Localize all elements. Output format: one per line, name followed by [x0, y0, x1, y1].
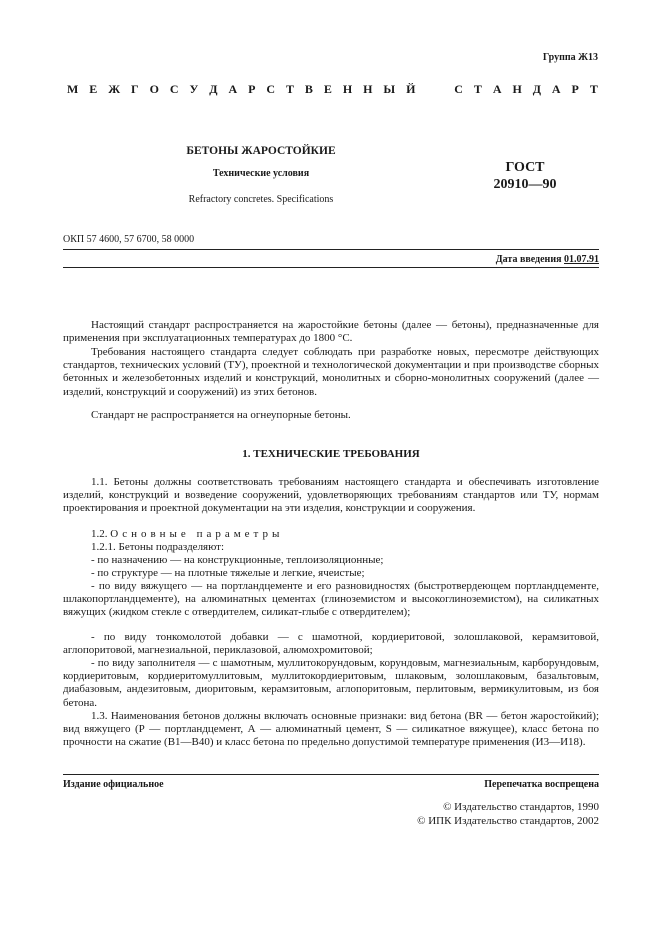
- standard-title-letter: Т: [589, 82, 598, 96]
- intro-paragraph-1: Настоящий стандарт распространяется на жаростойкие бетоны (далее — бетоны), предназначенные для применения при эксплуатационных температурах до 1800 °С.: [63, 319, 599, 345]
- standard-title-letter: Ы: [383, 82, 396, 96]
- okp-codes: ОКП 57 4600, 57 6700, 58 0000: [63, 234, 195, 245]
- gost-label: ГОСТ: [505, 160, 545, 175]
- divider: [63, 774, 599, 775]
- divider: [63, 267, 599, 268]
- standard-title-letter: О: [149, 82, 159, 96]
- word-gap: [426, 82, 429, 97]
- standard-title-letter: Н: [512, 82, 522, 96]
- copyright-line: © ИПК Издательство стандартов, 2002: [417, 815, 599, 827]
- intro-paragraph-2: Требования настоящего стандарта следует соблюдать при разработке новых, пересмотре действующих стандартов, технических условий (ТУ), проектной и технологической документации и при производстве сборных бетонных и железобетонных изделий и конструкций, монолитных и сборно-монолитных сооружений (далее — изделий, конструкций и сооружений) из этих бетонов.: [63, 346, 599, 398]
- standard-title-letter: С: [169, 82, 179, 96]
- introduction-date: [496, 254, 599, 265]
- standard-title-letter: Е: [89, 82, 98, 96]
- clause-1-2: [63, 528, 599, 541]
- standard-title-letter: Й: [406, 82, 416, 96]
- introduction-date-label: Дата введения: [495, 254, 562, 265]
- copyright-line: © Издательство стандартов, 1990: [443, 801, 599, 813]
- standard-title-letter: М: [67, 82, 79, 96]
- reprint-prohibited-note: Перепечатка воспрещена: [484, 779, 599, 790]
- document-title: БЕТОНЫ ЖАРОСТОЙКИЕ: [186, 145, 336, 157]
- clause-1-2-title: Основные параметры: [110, 528, 284, 540]
- standard-title-letter: Н: [363, 82, 373, 96]
- classification-item: - по виду вяжущего — на портландцементе и его разновидностях (быстротвердеющем портландцементе, шлакопортландцементе), на алюминатных цементах (глиноземистом и высокоглиноземистом), на силикатных вяжущих (жидком стекле с отвердителем, силикат-глыбе с отвердителем);: [63, 580, 599, 619]
- standard-title-letter: Н: [342, 82, 353, 96]
- standard-title-letter: Е: [323, 82, 332, 96]
- standard-type-heading: [67, 82, 598, 97]
- gost-designation: [480, 159, 570, 193]
- english-title: Refractory concretes. Specifications: [188, 194, 334, 205]
- gost-number: 20910—90: [493, 177, 557, 192]
- introduction-date-value: 01.07.91: [564, 254, 599, 265]
- standard-title-letter: Г: [131, 82, 139, 96]
- divider: [63, 249, 599, 250]
- standard-title-letter: В: [304, 82, 313, 96]
- clause-1-2-number: 1.2.: [91, 528, 108, 540]
- standard-title-letter: У: [189, 82, 199, 96]
- standard-title-letter: А: [551, 82, 561, 96]
- standard-title-letter: Д: [532, 82, 541, 96]
- standard-title-letter: А: [492, 82, 502, 96]
- clause-1-2-1: 1.2.1. Бетоны подразделяют:: [91, 541, 225, 553]
- standard-title-letter: А: [228, 82, 238, 96]
- standard-title-letter: С: [266, 82, 276, 96]
- standard-title-letter: Ж: [108, 82, 121, 96]
- classification-item: - по структуре — на плотные тяжелые и легкие, ячеистые;: [91, 567, 365, 579]
- group-code: Группа Ж13: [542, 52, 598, 63]
- standard-title-letter: Т: [285, 82, 294, 96]
- standard-title-letter: Р: [248, 82, 256, 96]
- section-heading: 1. ТЕХНИЧЕСКИЕ ТРЕБОВАНИЯ: [242, 448, 420, 460]
- clause-1-3: 1.3. Наименования бетонов должны включать основные признаки: вид бетона (BR — бетон жаростойкий); вид вяжущего (Р — портландцемент, А — алюминатный цемент, S — силикатное вяжущее), класс бетона по прочности на сжатие (В1—В40) и класс бетона по предельно допустимой температуре применения (И3—И18).: [63, 710, 599, 749]
- classification-item: - по виду тонкомолотой добавки — с шамотной, кордиеритовой, золошлаковой, керамзитовой, аглопоритовой, магнезиальной, периклазовой, алюмохромитовой;: [63, 631, 599, 657]
- standard-title-letter: Т: [473, 82, 482, 96]
- clause-1-1: 1.1. Бетоны должны соответствовать требованиям настоящего стандарта и обеспечивать изготовление изделий, конструкций и возведение сооружений, удовлетворяющих требованиям стандартов или ТУ, нормам проектирования и проектной документации на эти изделия, конструкции и сооружения.: [63, 476, 599, 515]
- classification-item: - по назначению — на конструкционные, теплоизоляционные;: [91, 554, 384, 566]
- word-gap: [440, 82, 443, 97]
- standard-title-letter: Д: [209, 82, 218, 96]
- official-edition-note: Издание официальное: [63, 779, 164, 790]
- standard-title-letter: Р: [571, 82, 579, 96]
- intro-paragraph-3: Стандарт не распространяется на огнеупорные бетоны.: [91, 409, 351, 421]
- classification-item: - по виду заполнителя — с шамотным, муллитокорундовым, корундовым, магнезиальным, карборундовым, кордиеритовым, кордиеритомуллитовым, муллитокордиеритовым, шлаковым, золошлаковым, базальтовым, диабазовым, андезитовым, диоритовым, керамзитовым, аглопоритовым, перлитовым, вермикулитовым, из боя бетона.: [63, 657, 599, 709]
- standard-title-letter: С: [454, 82, 463, 96]
- document-subtitle: Технические условия: [212, 168, 310, 179]
